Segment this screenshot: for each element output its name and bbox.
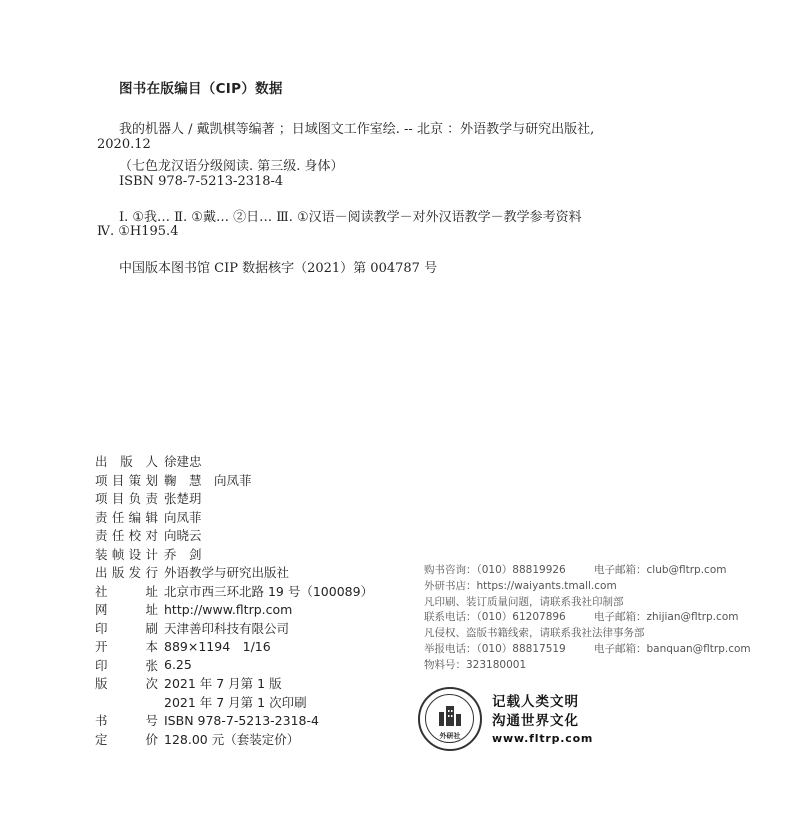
colophon-value: 天津善印科技有限公司 [164,620,290,636]
colophon-label: 责任编辑 [95,509,158,525]
contact-email[interactable]: 电子邮箱：banquan@fltrp.com [594,642,751,655]
colophon-row [95,656,373,675]
colophon-row [95,600,373,619]
cip-classification-line: Ⅳ. ①H195.4 [97,224,179,239]
colophon-value: 2021 年 7 月第 1 次印刷 [164,694,307,710]
colophon-label: 社 址 [95,583,158,599]
slogan-line-1: 记载人类文明 [492,693,579,710]
contact-line [424,641,751,657]
cip-series-line: （七色龙汉语分级阅读. 第三级. 身体） [119,159,344,174]
colophon-label: 出版发行 [95,565,158,581]
colophon-row [95,563,373,582]
contact-line [424,657,751,673]
colophon-value: 128.00 元（套装定价） [164,731,300,747]
cip-bibliographic-line: 我的机器人 / 戴凯棋等编著 ；日域图文工作室绘. -- 北京 ：外语教学与研究出版社, [119,122,595,137]
contact-line [424,562,751,578]
cip-subject-line: Ⅰ. ①我… Ⅱ. ①戴… ②日… Ⅲ. ①汉语－阅读教学－对外汉语教学－教学参考资料 [119,210,582,225]
contact-email[interactable]: 电子邮箱：club@fltrp.com [594,564,727,576]
contact-info [424,562,751,673]
publisher-slogan [492,693,593,746]
colophon-value: 北京市西三环北路 19 号（100089） [164,583,374,599]
contact-quality-phone: 联系电话：（010）61207896 [424,611,566,624]
colophon-label: 开 本 [95,639,158,655]
colophon-value: 2021 年 7 月第 1 版 [164,676,282,692]
contact-quality-note: 凡印刷、装订质量问题，请联系我社印制部 [424,595,624,608]
colophon-value: 889×1194 1/16 [164,639,271,655]
contact-material-number: 物料号：323180001 [424,658,527,671]
colophon-value: 向凤菲 [164,509,202,525]
colophon-label: 网 址 [95,602,158,618]
colophon-row [95,711,373,730]
cip-date-line: 2020.12 [97,137,151,152]
cip-record-number: 中国版本图书馆 CIP 数据核字（2021）第 004787 号 [119,261,438,276]
slogan-url[interactable]: www.fltrp.com [492,731,594,745]
building-icon [436,702,464,728]
colophon-value: 鞠 慧 向凤菲 [164,472,252,488]
colophon-row [95,730,373,749]
colophon-value: 乔 剑 [164,546,202,562]
colophon-website[interactable]: http://www.fltrp.com [164,601,293,617]
seal-text: 外研社 [439,732,461,740]
colophon-value: ISBN 978-7-5213-2318-4 [164,712,319,728]
colophon [95,452,373,748]
colophon-row [95,489,373,508]
colophon-label: 项目策划 [95,472,158,488]
colophon-label: 装帧设计 [95,546,158,562]
colophon-value: 徐建忠 [164,454,202,470]
colophon-row [95,582,373,601]
cip-title: 图书在版编目（CIP）数据 [119,81,283,97]
colophon-label: 版 次 [95,676,158,692]
colophon-row [95,674,373,693]
contact-line [424,578,751,594]
colophon-label: 出 版 人 [95,454,158,470]
colophon-value: 6.25 [164,657,192,673]
contact-online-store[interactable]: 外研书店：https://waiyants.tmall.com [424,579,617,592]
publisher-logo [418,687,593,751]
contact-purchase-phone: 购书咨询：（010）88819926 [424,564,566,576]
colophon-value: 张楚玥 [164,491,202,507]
colophon-row [95,471,373,490]
contact-line [424,594,751,610]
colophon-label: 项目负责 [95,491,158,507]
colophon-label: 书 号 [95,713,158,729]
contact-line [424,609,751,625]
contact-line [424,625,751,641]
colophon-value: 外语教学与研究出版社 [164,565,290,581]
cip-isbn-line: ISBN 978-7-5213-2318-4 [119,174,284,189]
contact-piracy-note: 凡侵权、盗版书籍线索，请联系我社法律事务部 [424,627,645,640]
colophon-label: 定 价 [95,731,158,747]
slogan-line-2: 沟通世界文化 [492,712,579,729]
colophon-value: 向晓云 [164,528,202,544]
colophon-row [95,619,373,638]
colophon-label: 责任校对 [95,528,158,544]
colophon-row [95,508,373,527]
colophon-row [95,452,373,471]
colophon-row [95,545,373,564]
publisher-seal-icon [418,687,482,751]
colophon-row [95,526,373,545]
colophon-row [95,637,373,656]
contact-email[interactable]: 电子邮箱：zhijian@fltrp.com [594,611,739,624]
colophon-label: 印 刷 [95,620,158,636]
contact-report-phone: 举报电话：（010）88817519 [424,642,566,655]
colophon-row [95,693,373,712]
colophon-label: 印 张 [95,657,158,673]
